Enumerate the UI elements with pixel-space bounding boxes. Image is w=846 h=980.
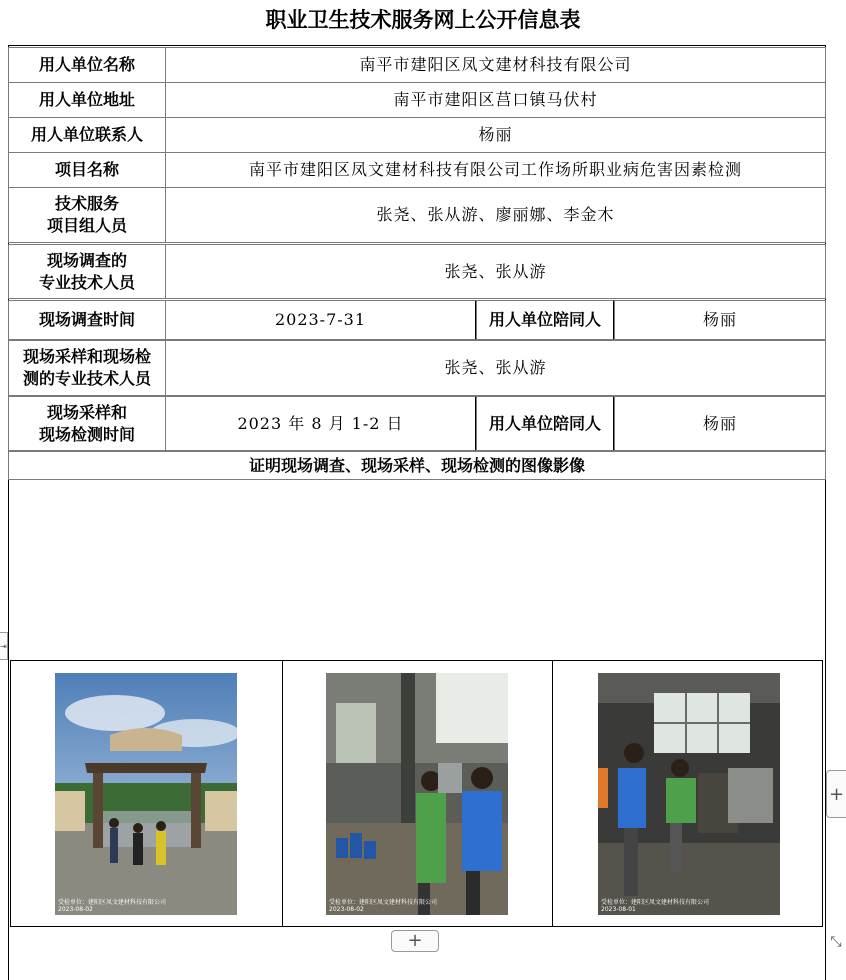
photos-header: 证明现场调查、现场采样、现场检测的图像影像 — [8, 451, 826, 480]
unit-address-label: 用人单位地址 — [8, 82, 166, 118]
page-title: 职业卫生技术服务网上公开信息表 — [265, 8, 581, 32]
machine-testing-photo-image — [598, 673, 780, 915]
photo-grid — [10, 660, 823, 927]
gate-photo-caption: 受检单位：建阳区凤文建材科技有限公司 2023-08-02 — [58, 899, 167, 913]
expand-left-icon[interactable]: ⇥ — [0, 632, 8, 660]
gate-photo-image — [55, 673, 237, 915]
row-sampling-staff — [8, 340, 826, 396]
project-name-value: 南平市建阳区凤文建材科技有限公司工作场所职业病危害因素检测 — [165, 152, 826, 188]
machine-testing-photo — [598, 673, 780, 915]
team-value: 张尧、张从游、廖丽娜、李金木 — [165, 187, 826, 243]
project-name-label: 项目名称 — [8, 152, 166, 188]
survey-time-label: 现场调查时间 — [8, 300, 166, 340]
survey-time-value: 2023-7-31 — [165, 300, 477, 340]
row-unit-contact — [8, 117, 826, 153]
survey-staff-label-line1: 现场调查的 — [46, 250, 127, 270]
photo-cell-1 — [11, 661, 282, 926]
sampling-staff-value: 张尧、张从游 — [165, 340, 826, 396]
row-sampling-time — [8, 396, 826, 451]
machine-testing-photo-caption: 受检单位：建阳区凤文建材科技有限公司 2023-08-01 — [601, 899, 710, 913]
unit-contact-value: 杨丽 — [165, 117, 826, 153]
unit-address-value: 南平市建阳区莒口镇马伏村 — [165, 82, 826, 118]
sampling-time-label-line1: 现场采样和 — [46, 402, 127, 422]
unit-name-value: 南平市建阳区凤文建材科技有限公司 — [165, 47, 826, 83]
photo-cell-3 — [552, 661, 824, 926]
sampling-accompany-label: 用人单位陪同人 — [476, 396, 615, 451]
row-project-name — [8, 152, 826, 188]
add-row-button[interactable]: + — [391, 930, 439, 952]
row-unit-name — [8, 47, 826, 83]
sampling-time-label — [8, 396, 166, 451]
workshop-sampling-photo-caption: 受检单位：建阳区凤文建材科技有限公司 2023-08-02 — [329, 899, 438, 913]
survey-staff-label — [8, 244, 166, 299]
survey-accompany-label: 用人单位陪同人 — [476, 300, 615, 340]
row-team — [8, 187, 826, 243]
resize-icon[interactable]: ⤡ — [830, 934, 842, 950]
survey-staff-value: 张尧、张从游 — [165, 244, 826, 299]
photo-cell-2 — [282, 661, 552, 926]
sampling-time-label-line2: 现场检测时间 — [38, 424, 135, 444]
row-photos-header — [8, 451, 826, 480]
unit-contact-label: 用人单位联系人 — [8, 117, 166, 153]
sampling-accompany-value: 杨丽 — [614, 396, 826, 451]
team-label — [8, 187, 166, 243]
row-survey-staff — [8, 244, 826, 299]
survey-staff-label-line2: 专业技术人员 — [38, 272, 135, 292]
unit-name-label: 用人单位名称 — [8, 47, 166, 83]
workshop-sampling-photo — [326, 673, 508, 915]
sampling-staff-label — [8, 340, 166, 396]
workshop-sampling-photo-image — [326, 673, 508, 915]
row-unit-address — [8, 82, 826, 118]
add-column-button[interactable]: + — [826, 770, 846, 818]
sampling-staff-label-line2: 测的专业技术人员 — [22, 369, 151, 388]
team-label-line2: 项目组人员 — [46, 216, 127, 235]
survey-accompany-value: 杨丽 — [614, 300, 826, 340]
sampling-time-value: 2023 年 8 月 1-2 日 — [165, 396, 477, 451]
sampling-staff-label-line1: 现场采样和现场检 — [22, 347, 151, 366]
gate-photo — [55, 673, 237, 915]
team-label-line1: 技术服务 — [54, 194, 119, 213]
row-survey-time — [8, 300, 826, 340]
